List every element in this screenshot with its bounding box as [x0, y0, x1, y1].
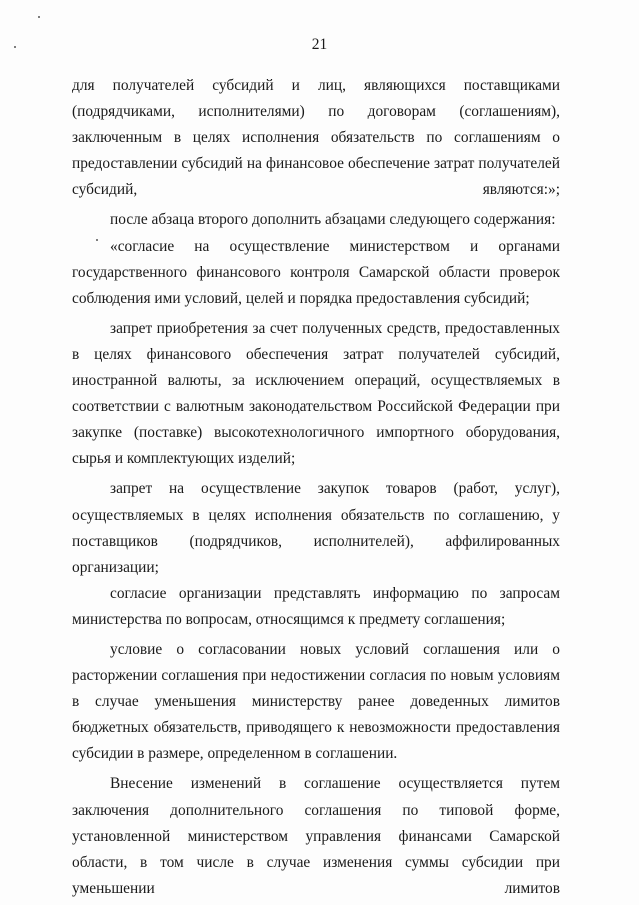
paragraph-information-consent: согласие организации представлять информацию по запросам министерства по вопросам, относящимся к предмету соглашения; — [72, 584, 560, 628]
paragraph-procurement-ban: запрет на осуществление закупок товаров (работ, услуг), осуществляемых в целях исполнения обязательств по соглашению, у поставщиков (подрядчиков, исполнителей), аффилированных организации; — [72, 480, 560, 576]
paragraph-amendment-intro: после абзаца второго дополнить абзацами следующего содержания: — [110, 211, 556, 229]
page-number: 21 — [311, 36, 328, 53]
paragraph-consent-inspections: «согласие на осуществление министерством и органами государственного финансового контроля Самарской области проверок соблюдения ими условий, целей и порядка предоставления субсидий; — [72, 237, 560, 307]
paragraph-agreement-changes: Внесение изменений в соглашение осуществляется путем заключения дополнительного соглашения по типовой форме, установленной министерством управления финансами Самарской области, в том числе в случае изменения суммы субсидии при уменьшении лимитов — [72, 775, 560, 897]
scan-speck — [38, 16, 40, 18]
paragraph-continuation: для получателей субсидий и лиц, являющихся поставщиками (подрядчиками, исполнителями) по договорам (соглашениям), заключенным в целях исполнения обязательств по соглашениям о предоставлении субсидий на финансовое обеспечение затрат получателей субсидий, являются:»; — [72, 77, 560, 199]
document-body — [72, 73, 560, 902]
paragraph-currency-ban: запрет приобретения за счет полученных средств, предоставленных в целях финансового обеспечения затрат получателей субсидий, иностранной валюты, за исключением операций, осуществляемых в соответствии с валютным законодательством Российской Федерации при закупке (поставке) высокотехнологичного импортного оборудования, сырья и комплектующих изделий; — [72, 319, 560, 468]
paragraph-agreement-conditions: условие о согласовании новых условий соглашения или о расторжении соглашения при недостижении согласия по новым условиям в случае уменьшения министерству ранее доведенных лимитов бюджетных обязательств, приводящего к невозможности предоставления субсидии в размере, определенном в соглашении. — [72, 640, 560, 763]
